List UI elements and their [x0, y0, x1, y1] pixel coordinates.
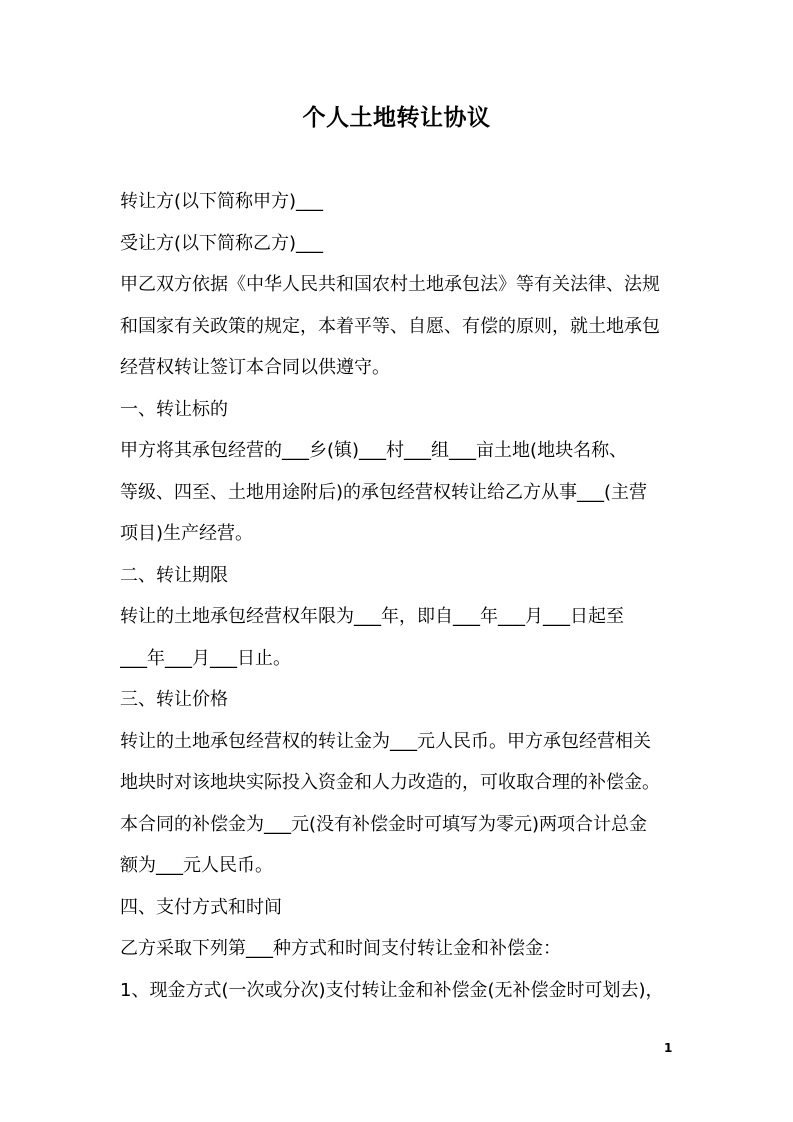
section-heading: 四、支付方式和时间 — [120, 896, 282, 918]
page-number: 1 — [664, 1041, 673, 1055]
body-line: ___年___月___日止。 — [120, 647, 291, 669]
body-line: 转让的土地承包经营权年限为___年，即自___年___月___日起至 — [120, 606, 624, 627]
body-line: 乙方采取下列第___种方式和时间支付转让金和补偿金： — [120, 938, 561, 959]
section-heading: 三、转让价格 — [120, 689, 228, 710]
body-line: 经营权转让签订本合同以供遵守。 — [120, 357, 390, 378]
body-line: 转让的土地承包经营权的转让金为___元人民币。甲方承包经营相关 — [120, 730, 651, 752]
body-line: 和国家有关政策的规定，本着平等、自愿、有偿的原则，就土地承包 — [120, 315, 660, 337]
section-heading: 二、转让期限 — [120, 564, 228, 586]
body-line: 转让方(以下简称甲方)___ — [120, 191, 324, 212]
document-title: 个人土地转让协议 — [302, 105, 491, 131]
body-line: 1、现金方式(一次或分次)支付转让金和补偿金(无补偿金时可划去)， — [120, 979, 664, 1001]
body-line: 项目)生产经营。 — [120, 523, 254, 544]
body-line: 本合同的补偿金为___元(没有补偿金时可填写为零元)两项合计总金 — [120, 813, 648, 835]
body-line: 受让方(以下简称乙方)___ — [120, 232, 324, 254]
section-heading: 一、转让标的 — [120, 398, 228, 420]
body-line: 甲乙双方依据《中华人民共和国农村土地承包法》等有关法律、法规 — [120, 274, 660, 295]
body-line: 地块时对该地块实际投入资金和人力改造的，可收取合理的补偿金。 — [120, 772, 660, 793]
body-line: 额为___元人民币。 — [120, 855, 273, 876]
body-line: 甲方将其承包经营的___乡(镇)___村___组___亩土地(地块名称、 — [120, 440, 628, 461]
document-body — [120, 181, 680, 1011]
body-line: 等级、四至、土地用途附后)的承包经营权转让给乙方从事___(主营 — [120, 481, 648, 503]
